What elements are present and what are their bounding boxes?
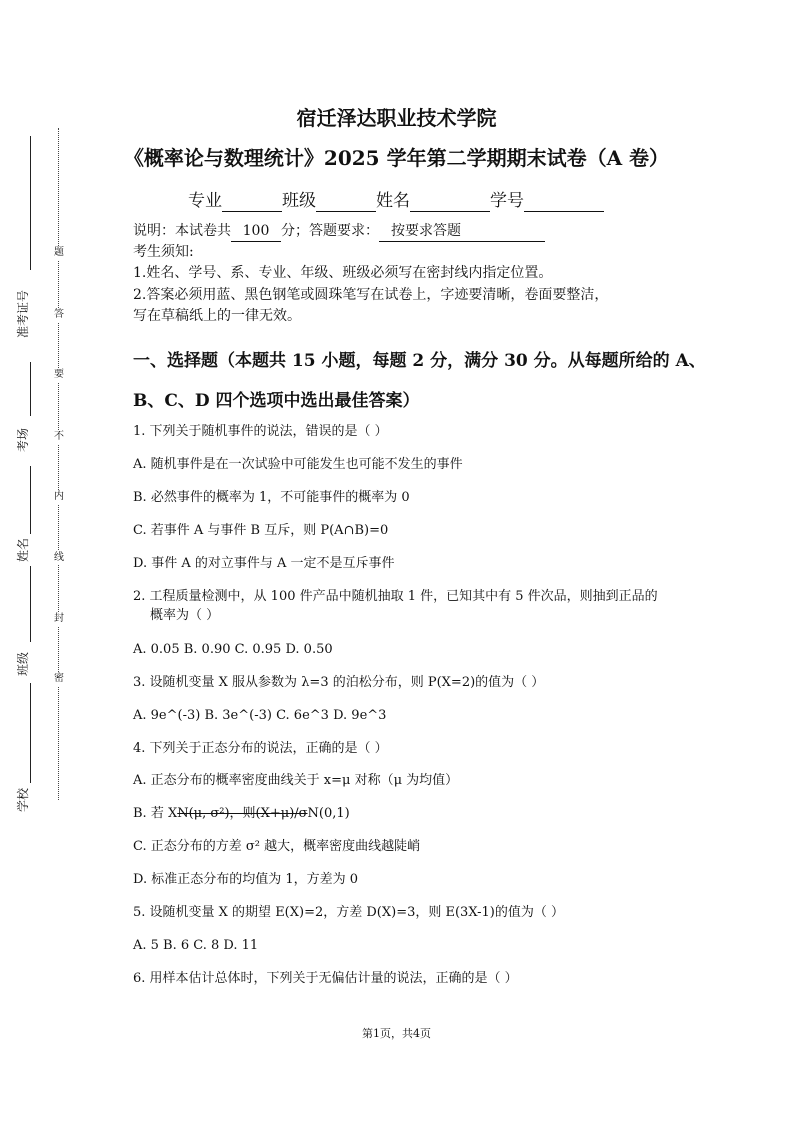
class-label: 班级	[282, 191, 316, 211]
option-1c: C. 若事件 A 与事件 B 互斥，则 P(A∩B)=0	[133, 523, 389, 538]
seal-char: 答	[54, 309, 64, 320]
exam-description	[133, 221, 545, 242]
notice-item-2-cont: 写在草稿纸上的一律无效。	[133, 308, 301, 324]
seal-field-exam-id: 准考证号	[16, 289, 30, 338]
seal-underline-school	[30, 683, 31, 783]
name-blank[interactable]	[410, 193, 490, 212]
school-title: 宿迁泽达职业技术学院	[296, 106, 497, 130]
notice-item-1: 1.姓名、学号、系、专业、年级、班级必须写在密封线内指定位置。	[133, 265, 553, 281]
option-4c: C. 正态分布的方差 σ² 越大，概率密度曲线越陡峭	[133, 839, 421, 854]
seal-char: 封	[54, 613, 64, 624]
seal-char: 要	[54, 369, 64, 380]
seal-underline-name	[30, 466, 31, 534]
page-footer: 第1页，共4页	[362, 1027, 431, 1040]
student-id-blank[interactable]	[524, 193, 604, 212]
option-1b: B. 必然事件的概率为 1，不可能事件的概率为 0	[133, 490, 410, 505]
total-score: 100	[231, 221, 281, 242]
options-2: A. 0.05 B. 0.90 C. 0.95 D. 0.50	[133, 642, 333, 657]
question-2-cont: 概率为（ ）	[150, 608, 220, 623]
option-4b-suffix: N(0,1)	[307, 806, 350, 821]
seal-char: 内	[54, 491, 64, 502]
exam-title: 《概率论与数理统计》2025 学年第二学期期末试卷（A 卷）	[123, 146, 670, 170]
section-heading-cont: B、C、D 四个选项中选出最佳答案）	[133, 391, 420, 411]
seal-field-school: 学校	[16, 787, 30, 812]
question-3: 3. 设随机变量 X 服从参数为 λ=3 的泊松分布，则 P(X=2)的值为（ ）	[133, 675, 545, 690]
seal-char: 不	[54, 431, 64, 442]
option-4d: D. 标准正态分布的均值为 1，方差为 0	[133, 872, 359, 887]
notice-heading: 考生须知:	[133, 244, 194, 260]
option-1a: A. 随机事件是在一次试验中可能发生也可能不发生的事件	[133, 457, 463, 472]
option-1d: D. 事件 A 的对立事件与 A 一定不是互斥事件	[133, 556, 395, 571]
question-2: 2. 工程质量检测中，从 100 件产品中随机抽取 1 件，已知其中有 5 件次品，则抽到正品的	[133, 589, 658, 604]
seal-field-room: 考场	[16, 427, 30, 452]
student-id-label: 学号	[490, 191, 524, 211]
seal-field-class: 班级	[16, 651, 30, 676]
seal-char: 密	[54, 673, 64, 684]
student-info-line	[188, 190, 604, 212]
seal-underline-class	[30, 566, 31, 642]
question-4: 4. 下列关于正态分布的说法，正确的是（ ）	[133, 741, 388, 756]
seal-char: 线	[54, 552, 64, 563]
seal-field-name: 姓名	[16, 537, 30, 562]
option-4a: A. 正态分布的概率密度曲线关于 x=μ 对称（μ 为均值）	[133, 773, 459, 788]
option-4b-struck: N(μ, σ²)，则(X+μ)/σ	[177, 806, 308, 821]
desc-prefix: 说明：本试卷共	[133, 223, 231, 239]
question-5: 5. 设随机变量 X 的期望 E(X)=2，方差 D(X)=3，则 E(3X-1)的值为（ ）	[133, 905, 564, 920]
question-1: 1. 下列关于随机事件的说法，错误的是（ ）	[133, 424, 388, 439]
seal-underline-room	[30, 362, 31, 416]
section-heading: 一、选择题（本题共 15 小题，每题 2 分，满分 30 分。从每题所给的 A、	[133, 351, 706, 371]
desc-mid: 分；答题要求：	[281, 223, 379, 239]
answer-requirement: 按要求答题	[379, 221, 545, 242]
major-label: 专业	[188, 191, 222, 211]
notice-item-2: 2.答案必须用蓝、黑色钢笔或圆珠笔写在试卷上，字迹要清晰，卷面要整洁，	[133, 287, 609, 303]
options-5: A. 5 B. 6 C. 8 D. 11	[133, 938, 259, 953]
option-4b	[133, 805, 350, 823]
class-blank[interactable]	[316, 193, 376, 212]
name-label: 姓名	[376, 191, 410, 211]
option-4b-prefix: B. 若 X	[133, 806, 178, 821]
major-blank[interactable]	[222, 193, 282, 212]
seal-dotted-line	[58, 128, 59, 800]
options-3: A. 9e^(-3) B. 3e^(-3) C. 6e^3 D. 9e^3	[133, 708, 387, 723]
seal-char: 题	[54, 247, 64, 258]
question-6: 6. 用样本估计总体时，下列关于无偏估计量的说法，正确的是（ ）	[133, 971, 518, 986]
